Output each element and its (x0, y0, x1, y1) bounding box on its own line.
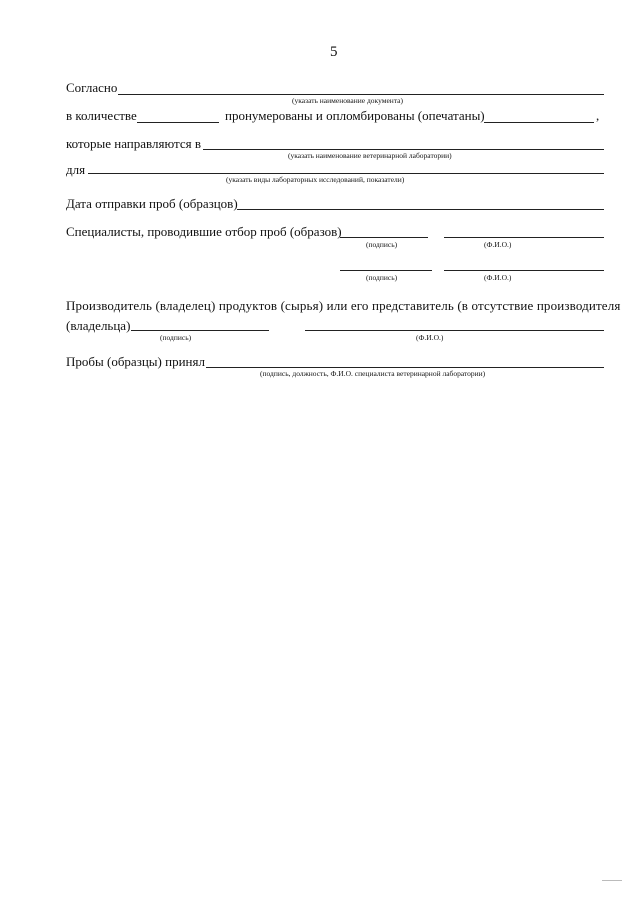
producer-signature-hint: (подпись) (160, 333, 192, 342)
quantity-label: в количестве (66, 108, 137, 123)
document-name-field[interactable] (118, 94, 604, 95)
dispatch-date-field[interactable] (237, 209, 604, 210)
specialist-1-signature-field[interactable] (340, 237, 428, 238)
specialist-2-name-hint: (Ф.И.О.) (484, 273, 512, 282)
for-label: для (66, 162, 86, 177)
page-corner-mark (602, 880, 622, 881)
specialists-label: Специалисты, проводившие отбор проб (образов) (66, 224, 342, 239)
specialist-1-signature-hint: (подпись) (366, 240, 398, 249)
producer-name-hint: (Ф.И.О.) (416, 333, 444, 342)
quantity-field[interactable] (137, 122, 219, 123)
soglasno-label: Согласно (66, 80, 118, 95)
producer-text-line-1: Производитель (владелец) продуктов (сырья) или его представитель (в отсутствие производителя (66, 298, 621, 313)
specialist-2-signature-field[interactable] (340, 270, 432, 271)
dispatch-date-label: Дата отправки проб (образцов) (66, 196, 238, 211)
sealed-extra-field[interactable] (484, 122, 594, 123)
research-types-hint: (указать виды лабораторных исследований, показатели) (226, 175, 405, 184)
received-by-field[interactable] (206, 367, 604, 368)
laboratory-name-hint: (указать наименование ветеринарной лаборатории) (288, 151, 452, 160)
received-by-hint: (подпись, должность, Ф.И.О. специалиста ветеринарной лаборатории) (260, 369, 486, 378)
producer-name-field[interactable] (305, 330, 604, 331)
received-by-label: Пробы (образцы) принял (66, 354, 205, 369)
specialist-2-signature-hint: (подпись) (366, 273, 398, 282)
producer-text-line-2: (владельца) (66, 318, 131, 333)
research-types-field[interactable] (88, 173, 604, 174)
specialist-1-name-hint: (Ф.И.О.) (484, 240, 512, 249)
document-name-hint: (указать наименование документа) (292, 96, 404, 105)
numbered-sealed-text: пронумерованы и опломбированы (опечатаны) (225, 108, 485, 123)
specialist-2-name-field[interactable] (444, 270, 604, 271)
quantity-line-comma: , (596, 108, 600, 123)
sent-to-label: которые направляются в (66, 136, 201, 151)
page-number: 5 (330, 44, 338, 60)
specialist-1-name-field[interactable] (444, 237, 604, 238)
producer-signature-field[interactable] (131, 330, 269, 331)
laboratory-name-field[interactable] (203, 149, 604, 150)
